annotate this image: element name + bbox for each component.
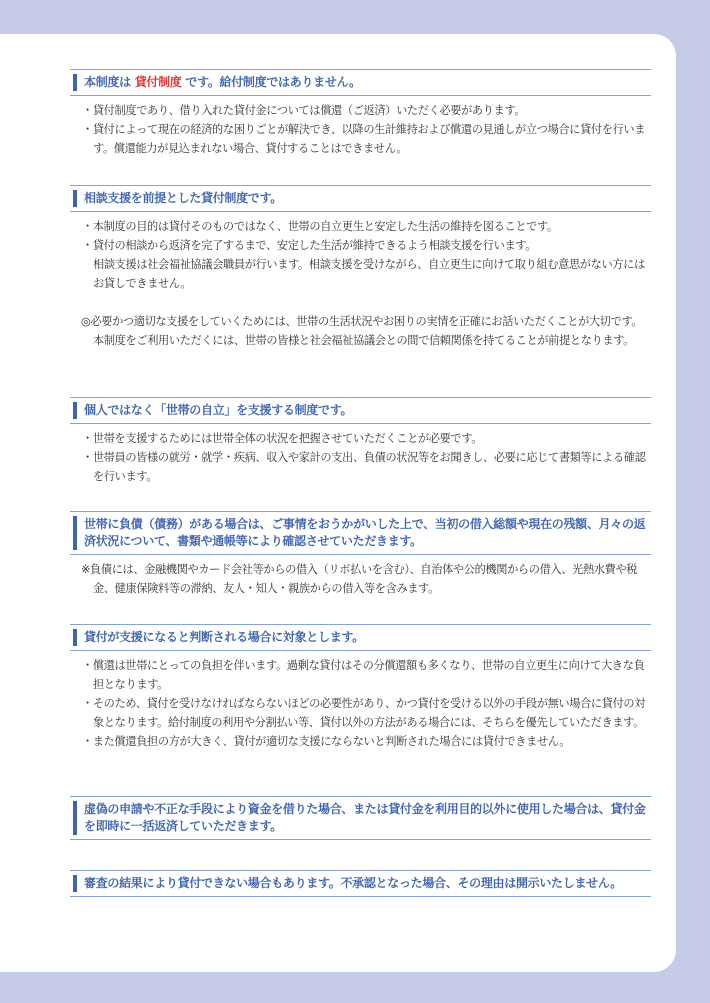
note-paragraph: ◎必要かつ適切な支援をしていくためには、世帯の生活状況やお困りの実情を正確にお話いただくことが大切です。本制度をご利用いただくには、世帯の皆様と社会福祉協議会との間で信頼関係を持てることが前提となります。 xyxy=(81,315,643,347)
section-review-result xyxy=(70,870,651,897)
note-paragraph: ※負債には、金融機関やカード会社等からの借入（リボ払いを含む）、自治体や公的機関からの借入、光熱水費や税金、健康保険料等の滞納、友人・知人・親族からの借入等を含みます。 xyxy=(81,563,638,595)
heading-text-post: です。給付制度ではありません。 xyxy=(181,75,361,89)
section-consultation-support xyxy=(70,185,651,350)
heading-text-pre: 本制度は xyxy=(84,75,135,89)
section-eligibility xyxy=(70,624,651,751)
bullet-item: ・貸付制度であり、借り入れた貸付金については償還（ご返済）いただく必要があります。 xyxy=(82,104,526,117)
section-debt-check xyxy=(70,511,651,598)
heading-text: 審査の結果により貸付できない場合もあります。不承認となった場合、その理由は開示いたしません。 xyxy=(84,876,622,890)
heading-marker xyxy=(73,402,77,419)
section-heading xyxy=(70,511,651,555)
bullet-item: ・貸付の相談から返済を完了するまで、安定した生活が維持できるよう相談支援を行います。 xyxy=(82,239,537,252)
bullet-item: ・本制度の目的は貸付そのものではなく、世帯の自立更生と安定した生活の維持を図ることです。 xyxy=(82,220,558,233)
section-body xyxy=(70,651,651,751)
heading-marker xyxy=(73,801,77,835)
heading-marker xyxy=(73,190,77,207)
heading-text: 虚偽の申請や不正な手段により資金を借りた場合、または貸付金を利用目的以外に使用した場合は、貸付金を即時に一括返済していただきます。 xyxy=(84,802,646,833)
section-loan-system xyxy=(70,69,651,158)
section-heading xyxy=(70,870,651,897)
section-body xyxy=(70,212,651,350)
paragraph: 相談支援は社会福祉協議会職員が行います。相談支援を受けながら、自立更生に向けて取り組む意思がない方にはお貸しできません。 xyxy=(93,258,645,290)
heading-text: 個人ではなく「世帯の自立」を支援する制度です。 xyxy=(84,403,353,417)
bullet-item: ・償還は世帯にとっての負担を伴います。過剰な貸付はその分償還額も多くなり、世帯の自立更生に向けて大きな負担となります。 xyxy=(82,659,645,691)
section-body xyxy=(70,555,651,598)
heading-marker xyxy=(73,629,77,646)
bullet-item: ・世帯を支援するためには世帯全体の状況を把握させていただくことが必要です。 xyxy=(82,432,483,445)
heading-marker xyxy=(73,74,77,91)
section-heading xyxy=(70,185,651,212)
section-body xyxy=(70,96,651,158)
heading-marker xyxy=(73,875,77,892)
bullet-item: ・また償還負担の方が大きく、貸付が適切な支援にならないと判断された場合には貸付できません。 xyxy=(82,735,571,748)
section-heading xyxy=(70,69,651,96)
heading-text: 相談支援を前提とした貸付制度です。 xyxy=(84,191,282,205)
heading-emphasis: 貸付制度 xyxy=(134,75,182,89)
section-heading xyxy=(70,796,651,840)
section-body xyxy=(70,424,651,486)
section-heading xyxy=(70,624,651,651)
bullet-item: ・世帯員の皆様の就労・就学・疾病、収入や家計の支出、負債の状況等をお聞きし、必要に応じて書類等による確認を行います。 xyxy=(82,451,646,483)
heading-text: 貸付が支援になると判断される場合に対象とします。 xyxy=(84,630,364,644)
section-fraud-repayment xyxy=(70,796,651,840)
bullet-item: ・貸付によって現在の経済的な困りごとが解決でき、以降の生計維持および償還の見通しが立つ場合に貸付を行います。償還能力が見込まれない場合、貸付することはできません。 xyxy=(82,123,646,155)
section-heading xyxy=(70,397,651,424)
bullet-item: ・そのため、貸付を受けなければならないほどの必要性があり、かつ貸付を受ける以外の手段が無い場合に貸付の対象となります。給付制度の利用や分割払い等、貸付以外の方法がある場合には、そちらを優先していただきます。 xyxy=(82,697,646,729)
heading-marker xyxy=(73,516,77,550)
section-household-independence xyxy=(70,397,651,486)
heading-text: 世帯に負債（債務）がある場合は、ご事情をおうかがいした上で、当初の借入総額や現在の残額、月々の返済状況について、書類や通帳等により確認させていただきます。 xyxy=(84,517,646,548)
